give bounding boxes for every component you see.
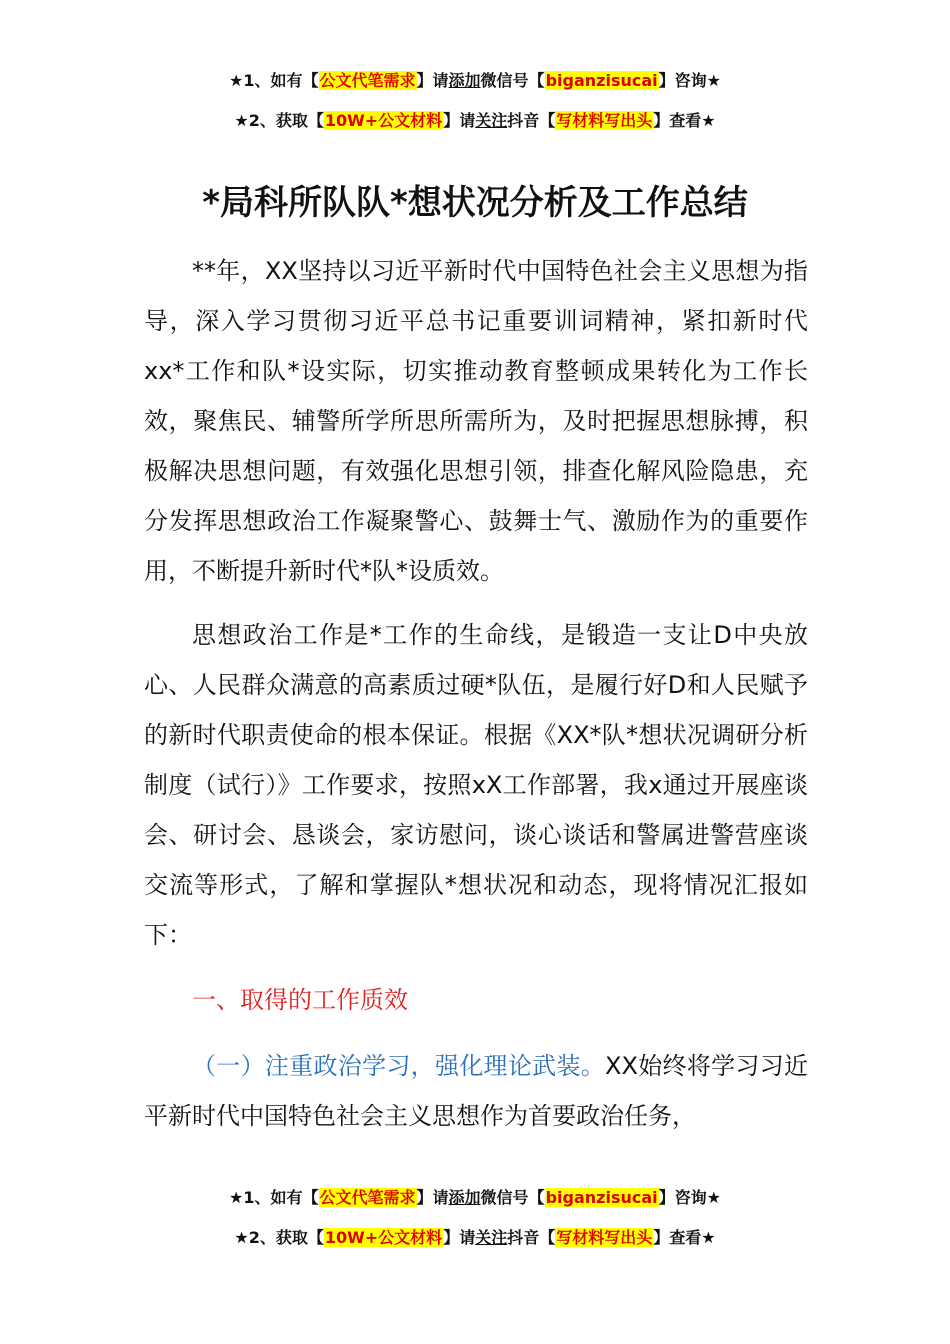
promo-highlight: 写材料写出头 bbox=[556, 1228, 653, 1247]
promo-emphasis: 添加 bbox=[448, 71, 481, 90]
header-promo-line-1 bbox=[0, 70, 950, 92]
promo-highlight: 公文代笔需求 bbox=[319, 1188, 416, 1207]
promo-text: 】咨询★ bbox=[658, 1188, 721, 1207]
promo-text: 】请 bbox=[443, 1228, 476, 1247]
promo-text: 】请 bbox=[416, 71, 449, 90]
promo-highlight: 10W+公文材料 bbox=[324, 1228, 443, 1247]
promo-text: ★1、如有【 bbox=[229, 71, 319, 90]
body-paragraph-1: **年，XX坚持以习近平新时代中国特色社会主义思想为指导，深入学习贯彻习近平总书记重要训词精神，紧扣新时代xx*工作和队*设实际，切实推动教育整顿成果转化为工作长效，聚焦民、辅警所学所思所需所为，及时把握思想脉搏，积极解决思想问题，有效强化思想引领，排查化解风险隐患，充分发挥思想政治工作凝聚警心、鼓舞士气、激励作为的重要作用，不断提升新时代*队*设质效。 bbox=[144, 257, 808, 585]
promo-text: 】请 bbox=[443, 111, 476, 130]
promo-emphasis: 添加 bbox=[448, 1188, 481, 1207]
document-title: *局科所队队*想状况分析及工作总结 bbox=[202, 183, 748, 223]
promo-highlight: biganzisucai bbox=[545, 71, 658, 90]
promo-text: 】查看★ bbox=[653, 111, 716, 130]
promo-highlight: biganzisucai bbox=[545, 1188, 658, 1207]
header-promo-line-2 bbox=[0, 110, 950, 132]
promo-text: ★1、如有【 bbox=[229, 1188, 319, 1207]
section-heading-1: 一、取得的工作质效 bbox=[192, 986, 408, 1014]
promo-text: 】请 bbox=[416, 1188, 449, 1207]
subsection-paragraph-1 bbox=[144, 1041, 808, 1141]
promo-text: 微信号【 bbox=[480, 1188, 545, 1207]
footer-promo-line-1 bbox=[0, 1187, 950, 1209]
promo-emphasis: 关注 bbox=[475, 111, 508, 130]
promo-text: 】查看★ bbox=[653, 1228, 716, 1247]
promo-emphasis: 关注 bbox=[475, 1228, 508, 1247]
body-paragraph-2: 思想政治工作是*工作的生命线，是锻造一支让D中央放心、人民群众满意的高素质过硬*队伍，是履行好D和人民赋予的新时代职责使命的根本保证。根据《XX*队*想状况调研分析制度（试行）》工作要求，按照xX工作部署，我x通过开展座谈会、研讨会、恳谈会，家访慰问，谈心谈话和警属进警营座谈交流等形式，了解和掌握队*想状况和动态，现将情况汇报如下： bbox=[144, 621, 808, 949]
promo-highlight: 写材料写出头 bbox=[556, 111, 653, 130]
promo-highlight: 10W+公文材料 bbox=[324, 111, 443, 130]
promo-highlight: 公文代笔需求 bbox=[319, 71, 416, 90]
promo-text: ★2、获取【 bbox=[234, 1228, 324, 1247]
subsection-heading-1: （一）注重政治学习，强化理论武装。 bbox=[192, 1052, 606, 1080]
promo-text: 微信号【 bbox=[480, 71, 545, 90]
promo-text: ★2、获取【 bbox=[234, 111, 324, 130]
promo-text: 抖音【 bbox=[507, 1228, 556, 1247]
footer-promo-line-2 bbox=[0, 1227, 950, 1249]
subsection-text-1: XX始终将学习习近平新时代中国特色社会主义思想作为首要政治任务， bbox=[144, 1052, 809, 1130]
promo-text: 抖音【 bbox=[507, 111, 556, 130]
promo-text: 】咨询★ bbox=[658, 71, 721, 90]
